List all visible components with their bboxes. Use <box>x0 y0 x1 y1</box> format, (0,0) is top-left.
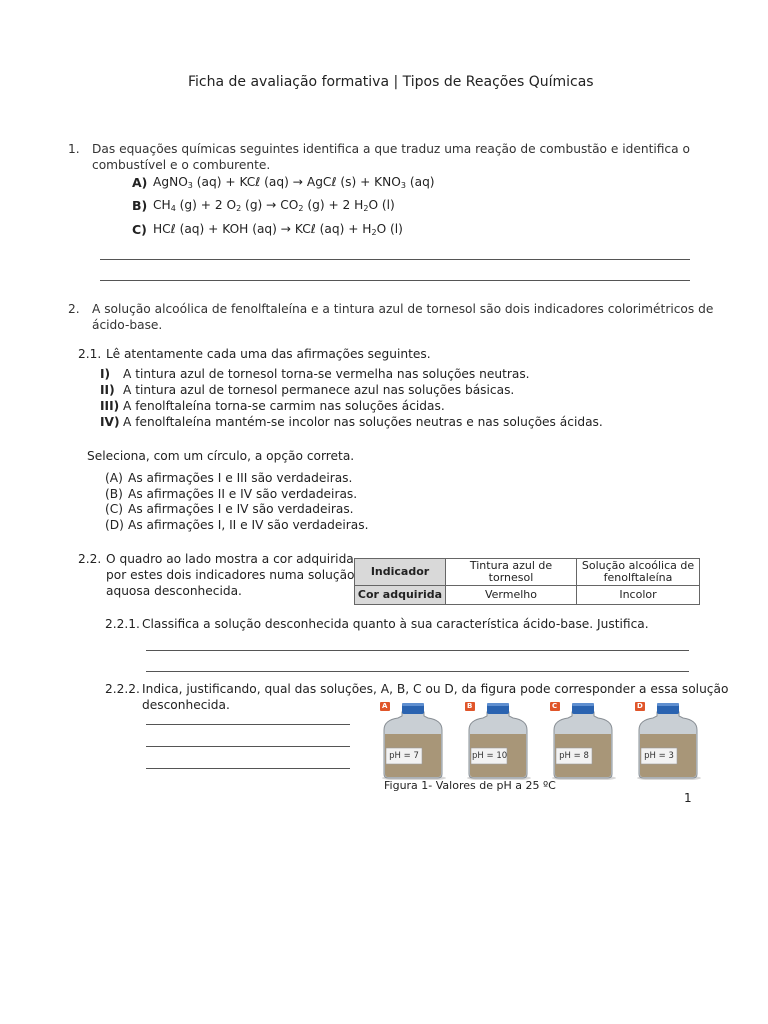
bottle-letter: D <box>637 702 643 710</box>
table-header-tornesol: Tintura azul de tornesol <box>446 559 577 586</box>
q22-text-line2: por estes dois indicadores numa solução <box>106 568 355 582</box>
q1-option-label: A) <box>132 175 148 190</box>
choice-label[interactable]: (D) <box>105 517 124 532</box>
bottle-c <box>548 700 616 780</box>
q21-text: Lê atentamente cada uma das afirmações seguintes. <box>106 347 431 361</box>
statement-label: I) <box>100 367 111 381</box>
q2-text-line2: ácido-base. <box>92 318 163 332</box>
choice-text: As afirmações I, II e IV são verdadeiras. <box>128 517 369 532</box>
page-number: 1 <box>684 791 692 805</box>
bottle-a <box>378 700 446 780</box>
statement-text: A tintura azul de tornesol torna-se vermelha nas soluções neutras. <box>123 367 530 381</box>
q1-text-line1: Das equações químicas seguintes identifica a que traduz uma reação de combustão e identifica o <box>92 142 690 156</box>
table-header-fenolftaleina: Solução alcoólica de fenolftaleína <box>577 559 700 586</box>
q22-text-line3: aquosa desconhecida. <box>106 584 242 598</box>
statement-label: II) <box>100 383 115 397</box>
bottle-letter: B <box>467 702 473 710</box>
answer-line[interactable] <box>146 768 350 769</box>
bottle-letter: C <box>552 702 558 710</box>
q1-option-equation: $CH_4$ (g) + 2 $O_2$ $(g) \to CO_2$ (g) + 2 $H_2O$ (l) <box>153 198 395 213</box>
choice-text: As afirmações II e IV são verdadeiras. <box>128 486 358 501</box>
answer-line[interactable] <box>146 671 689 672</box>
statement-label: IV) <box>100 415 120 429</box>
q22-text-line1: O quadro ao lado mostra a cor adquirida <box>106 552 354 566</box>
choice-label[interactable]: (A) <box>105 471 123 485</box>
q2-number: 2. <box>68 302 80 316</box>
table-cell-tornesol: Vermelho <box>446 586 577 605</box>
q221-number: 2.2.1. <box>105 617 140 631</box>
bottle-ph-label: pH = 7 <box>389 751 419 761</box>
q222-text-line2: desconhecida. <box>142 698 230 712</box>
choice-label[interactable]: (B) <box>105 486 123 501</box>
indicator-table <box>354 558 700 605</box>
choice-text: As afirmações I e III são verdadeiras. <box>128 471 353 485</box>
table-row-label: Cor adquirida <box>355 586 446 605</box>
answer-line[interactable] <box>146 650 689 651</box>
bottle-ph-label: pH = 3 <box>644 751 674 761</box>
answer-line[interactable] <box>100 280 690 281</box>
q21-number: 2.1. <box>78 347 102 361</box>
q21-select-text: Seleciona, com um círculo, a opção correta. <box>87 449 355 463</box>
q1-option-equation: AgNO$_3$ (aq) + KCℓ (aq) → AgCℓ $(s) + KNO_3$ (aq) <box>153 175 435 190</box>
choice-text: As afirmações I e IV são verdadeiras. <box>128 502 354 516</box>
bottle-ph-label: pH = 10 <box>472 751 508 761</box>
q222-text-line1: Indica, justificando, qual das soluções, A, B, C ou D, da figura pode corresponder a essa solução <box>142 682 729 696</box>
bottle-d <box>633 700 701 780</box>
q221-text: Classifica a solução desconhecida quanto à sua característica ácido-base. Justifica. <box>142 617 649 631</box>
q2-text-line1: A solução alcoólica de fenolftaleína e a tintura azul de tornesol são dois indicadores colorimétricos de <box>92 302 714 316</box>
q1-text-line2: combustível e o comburente. <box>92 158 271 172</box>
table-cell-fenolftaleina: Incolor <box>577 586 700 605</box>
choice-label[interactable]: (C) <box>105 502 124 516</box>
bottle-ph-label: pH = 8 <box>559 751 589 761</box>
answer-line[interactable] <box>146 746 350 747</box>
statement-label: III) <box>100 399 120 413</box>
table-header-indicator: Indicador <box>355 559 446 586</box>
q222-number: 2.2.2. <box>105 682 140 696</box>
bottle-b <box>463 700 531 780</box>
q1-option-equation: HCℓ (aq) + KOH (aq) → KCℓ $(aq) + H_2O$ (l) <box>153 222 403 237</box>
q1-option-label: C) <box>132 222 147 237</box>
q1-number: 1. <box>68 142 80 156</box>
answer-line[interactable] <box>146 724 350 725</box>
bottle-letter: A <box>382 702 388 710</box>
figure-caption: Figura 1- Valores de pH a 25 ºC <box>384 779 556 792</box>
page-title: Ficha de avaliação formativa | Tipos de Reações Químicas <box>188 74 594 90</box>
statement-text: A fenolftaleína torna-se carmim nas soluções ácidas. <box>123 399 445 413</box>
statement-text: A fenolftaleína mantém-se incolor nas soluções neutras e nas soluções ácidas. <box>123 415 603 429</box>
answer-line[interactable] <box>100 259 690 260</box>
statement-text: A tintura azul de tornesol permanece azul nas soluções básicas. <box>123 383 515 397</box>
q1-option-label: B) <box>132 198 148 213</box>
q22-number: 2.2. <box>78 552 102 566</box>
